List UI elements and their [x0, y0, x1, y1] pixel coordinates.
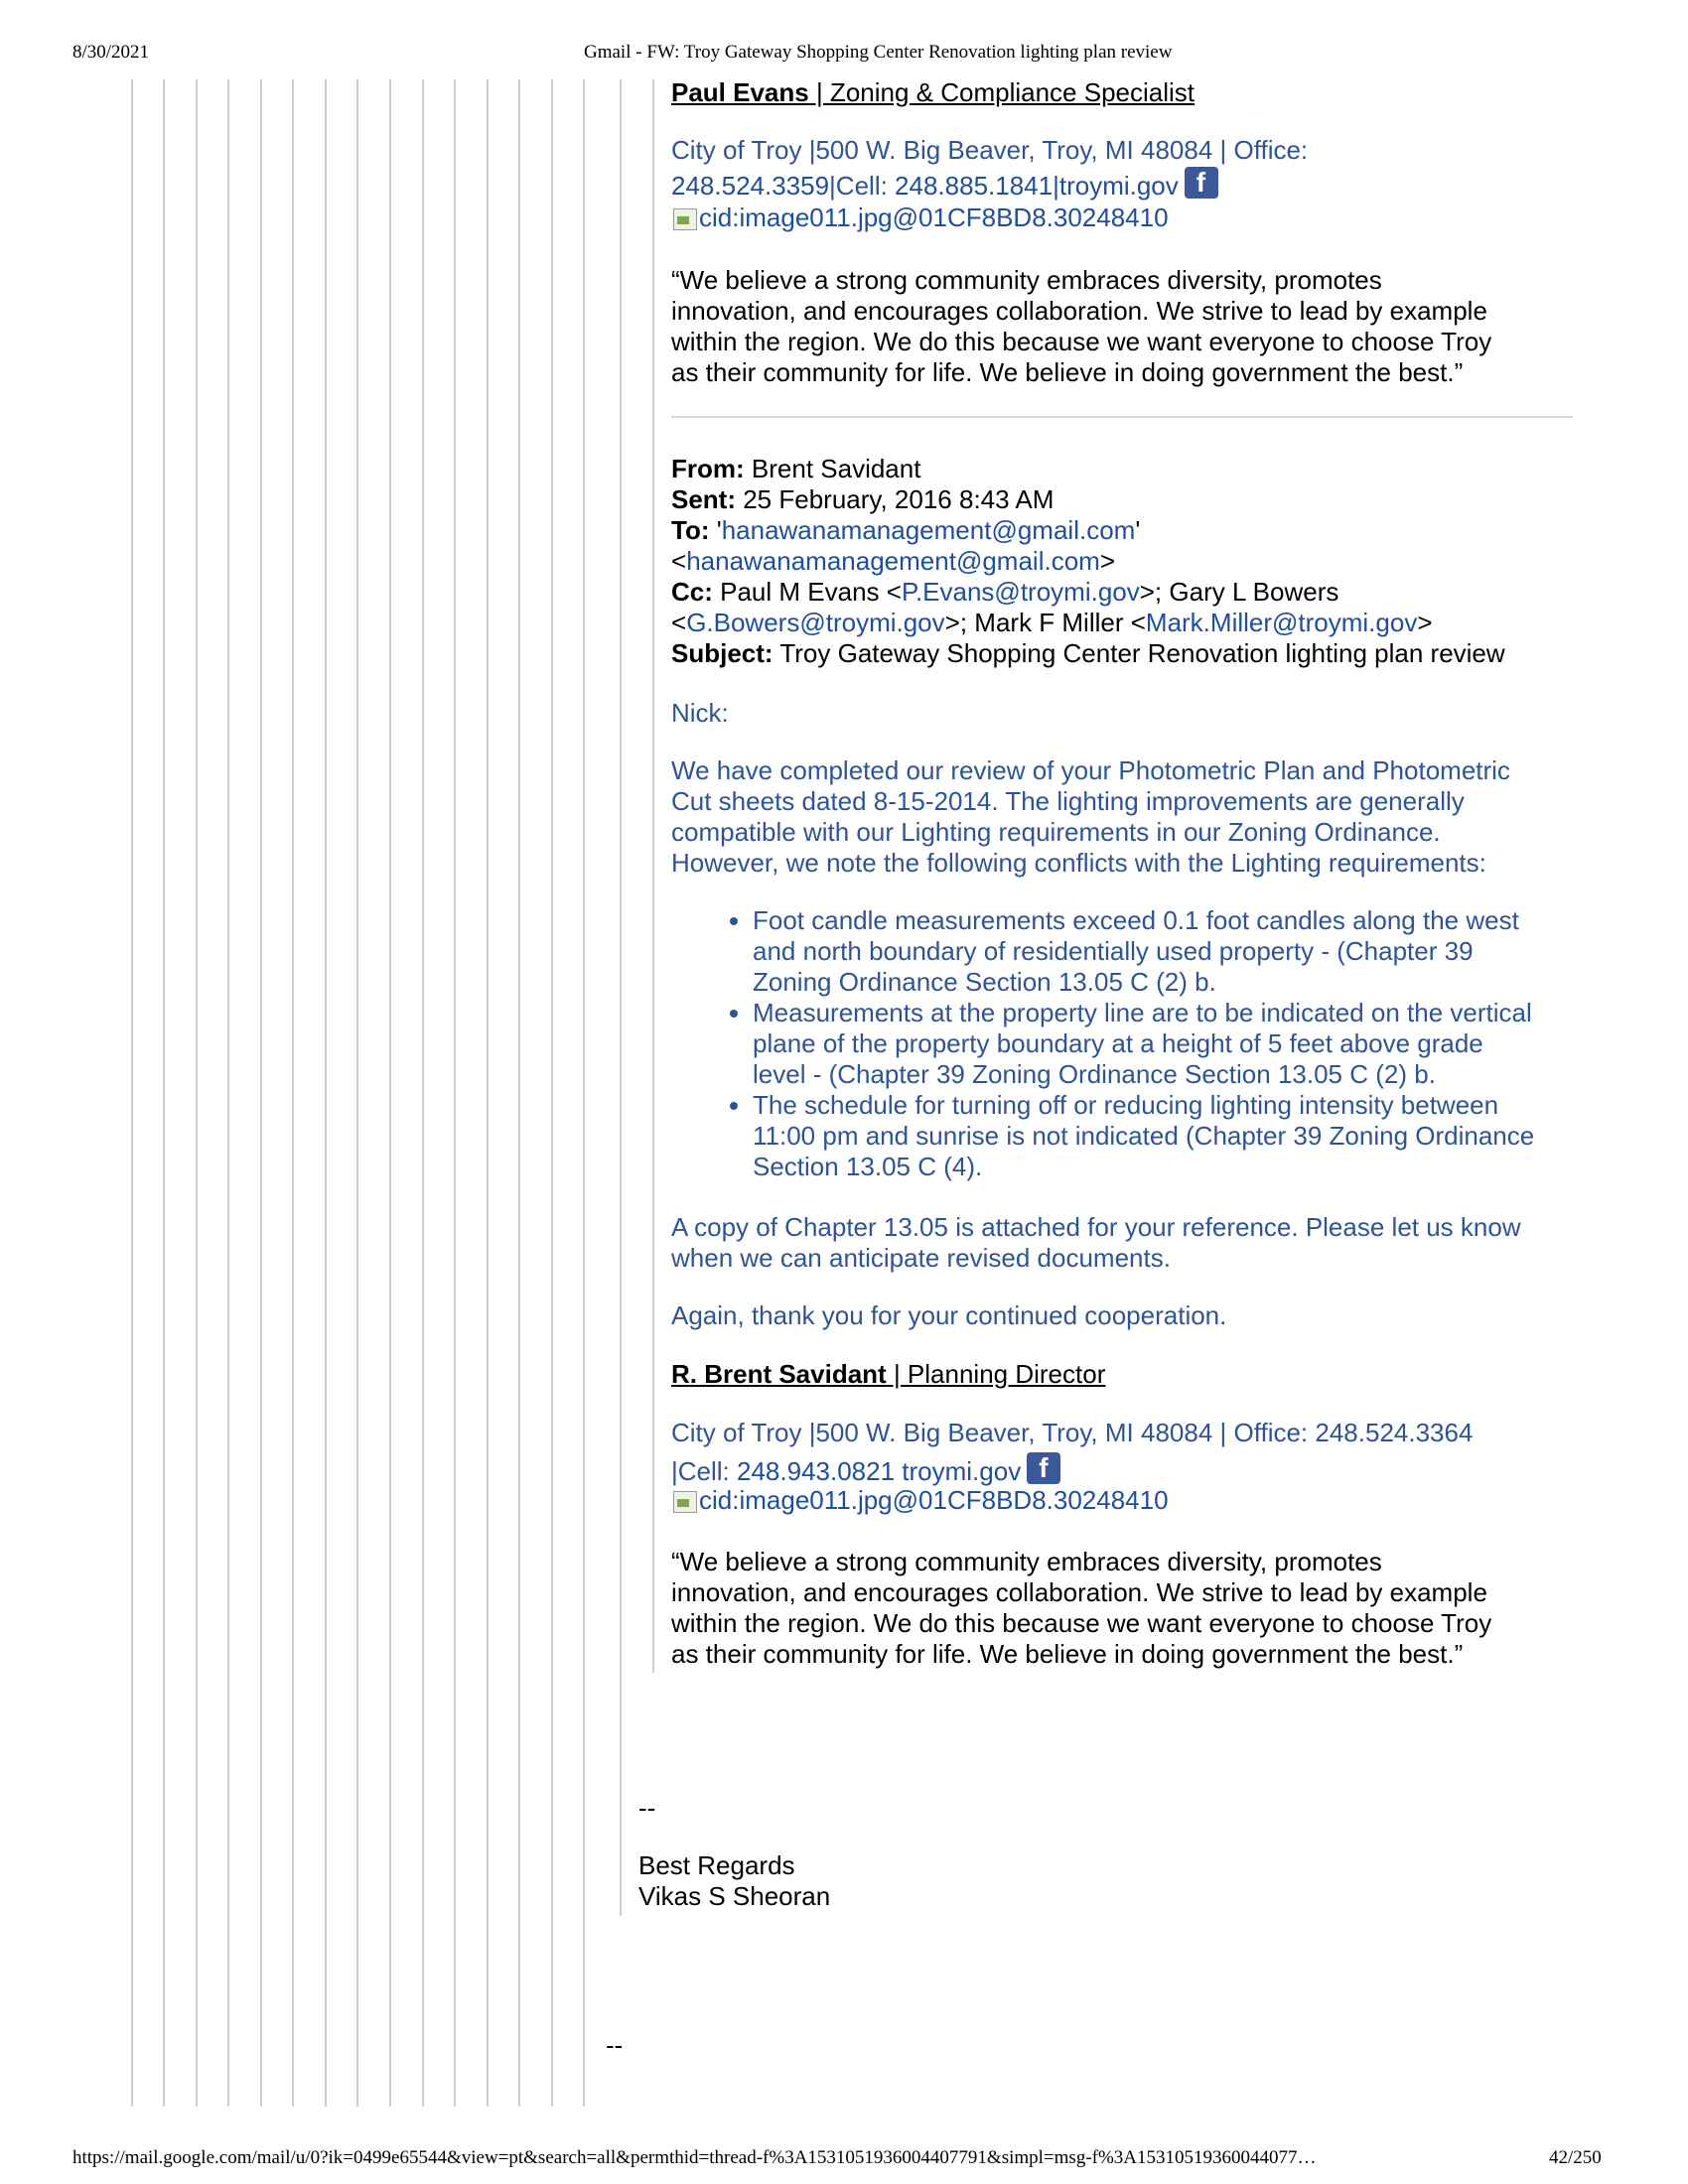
sig2-image	[671, 1485, 1169, 1516]
print-title: Gmail - FW: Troy Gateway Shopping Center Renovation lighting plan review	[584, 42, 1173, 63]
sig2-cell-link[interactable]: 248.943.0821	[737, 1456, 896, 1486]
subject-value: Troy Gateway Shopping Center Renovation lighting plan review	[773, 638, 1505, 668]
list-item	[753, 998, 1534, 1090]
to-quote-close: '	[1135, 515, 1141, 545]
paragraph-line: compatible with our Lighting requirements in our Zoning Ordinance.	[671, 817, 1441, 847]
sig1-office-phone-link[interactable]: 248.524.3359	[671, 171, 830, 201]
body-paragraph-1	[671, 755, 1510, 879]
facebook-icon[interactable]	[1027, 1452, 1060, 1484]
broken-image-icon	[671, 1485, 699, 1515]
page-number: 42/250	[1549, 2147, 1602, 2168]
cc-sep-1: >; Gary L Bowers	[1139, 577, 1339, 607]
from-label: From:	[671, 454, 745, 483]
closing-name: Vikas S Sheoran	[638, 1881, 831, 1911]
to-row-2	[671, 546, 1505, 577]
sent-value: 25 February, 2016 8:43 AM	[736, 484, 1055, 514]
to-row	[671, 515, 1505, 546]
sig1-name: Paul Evans	[671, 77, 809, 107]
to-email-link-2[interactable]: hanawanamanagement@gmail.com	[686, 546, 1100, 576]
sig1-contact	[671, 171, 1218, 203]
list-item	[753, 1090, 1534, 1182]
subject-row	[671, 638, 1505, 669]
sig1-quote-line: as their community for life. We believe in doing government the best.”	[671, 357, 1464, 387]
cc-row-2	[671, 608, 1505, 638]
to-email-link[interactable]: hanawanamanagement@gmail.com	[721, 515, 1136, 545]
thanks-line: Again, thank you for your continued cooperation.	[671, 1300, 1227, 1330]
sent-label: Sent:	[671, 484, 736, 514]
email-header	[671, 454, 1505, 669]
subject-label: Subject:	[671, 638, 774, 668]
from-value: Brent Savidant	[744, 454, 921, 483]
cc-email-link-3[interactable]: Mark.Miller@troymi.gov	[1145, 608, 1418, 637]
sig1-site-link[interactable]: |troymi.gov	[1053, 171, 1179, 201]
list-item-line: plane of the property boundary at a height of 5 feet above grade	[753, 1028, 1483, 1058]
sig2-address: City of Troy |500 W. Big Beaver, Troy, MI 48084 | Office: 248.524.3364	[671, 1418, 1474, 1447]
sig1-cell-label: |Cell:	[829, 171, 896, 201]
print-url: https://mail.google.com/mail/u/0?ik=0499e65544&view=pt&search=all&permthid=thread-f%3A1531051936004407791&simpl=msg-f%3A15310519360044077…	[72, 2147, 1317, 2168]
greeting: Nick:	[671, 698, 729, 728]
list-item-line: • Measurements at the property line are to be indicated on the vertical	[753, 998, 1532, 1027]
sig2-quote	[671, 1547, 1491, 1670]
sig1-quote-line: within the region. We do this because we want everyone to choose Troy	[671, 327, 1492, 356]
cc-email-link-2[interactable]: G.Bowers@troymi.gov	[686, 608, 945, 637]
signature-separator: --	[638, 1793, 656, 1823]
sig2-quote-line: within the region. We do this because we want everyone to choose Troy	[671, 1608, 1492, 1638]
cc-label: Cc:	[671, 577, 713, 607]
list-item-line: Section 13.05 C (4).	[753, 1152, 983, 1181]
list-item-line: and north boundary of residentially used property - (Chapter 39	[753, 936, 1474, 966]
list-item-line: 11:00 pm and sunrise is not indicated (Chapter 39 Zoning Ordinance	[753, 1121, 1535, 1151]
conflict-list	[671, 905, 1534, 1182]
body-paragraph-2	[671, 1212, 1521, 1274]
sig2-site-link[interactable]: troymi.gov	[895, 1456, 1022, 1486]
to-quote-open: '	[709, 515, 722, 545]
sent-row	[671, 484, 1505, 515]
signature-separator-2: --	[606, 2030, 624, 2060]
cc-sep-2: >; Mark F Miller <	[944, 608, 1146, 637]
to-gt: >	[1099, 546, 1115, 576]
list-item-line: • The schedule for turning off or reducing lighting intensity between	[753, 1090, 1499, 1120]
to-lt: <	[671, 546, 687, 576]
cc-name-1: Paul M Evans <	[712, 577, 902, 607]
sig1-image	[671, 203, 1169, 233]
paragraph-line: when we can anticipate revised documents.	[671, 1243, 1171, 1273]
facebook-icon[interactable]	[1185, 167, 1218, 199]
from-row	[671, 454, 1505, 484]
sig2-quote-line: “We believe a strong community embraces diversity, promotes	[671, 1547, 1382, 1576]
cc-lt-2: <	[671, 608, 687, 637]
paragraph-line: Cut sheets dated 8-15-2014. The lighting improvements are generally	[671, 786, 1465, 816]
list-item	[753, 905, 1534, 998]
sig1-quote-line: innovation, and encourages collaboration. We strive to lead by example	[671, 296, 1487, 326]
sig2-role: | Planning Director	[886, 1359, 1106, 1389]
cc-email-link-1[interactable]: P.Evans@troymi.gov	[901, 577, 1140, 607]
to-label: To:	[671, 515, 710, 545]
divider	[671, 416, 1573, 418]
sig2-name: R. Brent Savidant	[671, 1359, 887, 1389]
list-item-line: Zoning Ordinance Section 13.05 C (2) b.	[753, 967, 1216, 997]
sig2-quote-line: innovation, and encourages collaboration. We strive to lead by example	[671, 1577, 1487, 1607]
sig1-image-alt: cid:image011.jpg@01CF8BD8.30248410	[699, 203, 1169, 232]
paragraph-line: We have completed our review of your Photometric Plan and Photometric	[671, 755, 1510, 785]
cc-row	[671, 577, 1505, 608]
broken-image-icon	[671, 203, 699, 232]
cc-gt-3: >	[1417, 608, 1433, 637]
list-item-line: level - (Chapter 39 Zoning Ordinance Section 13.05 C (2) b.	[753, 1059, 1436, 1089]
sig1-cell-link[interactable]: 248.885.1841	[895, 171, 1054, 201]
sig1-address: City of Troy |500 W. Big Beaver, Troy, MI 48084 | Office:	[671, 135, 1309, 165]
sig1-name-line	[671, 77, 1195, 108]
sig2-quote-line: as their community for life. We believe in doing government the best.”	[671, 1639, 1464, 1669]
sig2-contact	[671, 1456, 1060, 1488]
sig2-cell-label: |Cell:	[671, 1456, 737, 1486]
list-item-line: • Foot candle measurements exceed 0.1 foot candles along the west	[753, 905, 1519, 935]
sig2-image-alt: cid:image011.jpg@01CF8BD8.30248410	[699, 1485, 1169, 1515]
paragraph-line: A copy of Chapter 13.05 is attached for your reference. Please let us know	[671, 1212, 1521, 1242]
closing-regards: Best Regards	[638, 1850, 795, 1880]
paragraph-line: However, we note the following conflicts with the Lighting requirements:	[671, 848, 1486, 878]
sig2-name-line	[671, 1359, 1105, 1390]
sig1-role: | Zoning & Compliance Specialist	[808, 77, 1196, 107]
print-date: 8/30/2021	[72, 42, 150, 63]
sig1-quote-line: “We believe a strong community embraces diversity, promotes	[671, 265, 1382, 295]
sig1-quote	[671, 265, 1491, 388]
